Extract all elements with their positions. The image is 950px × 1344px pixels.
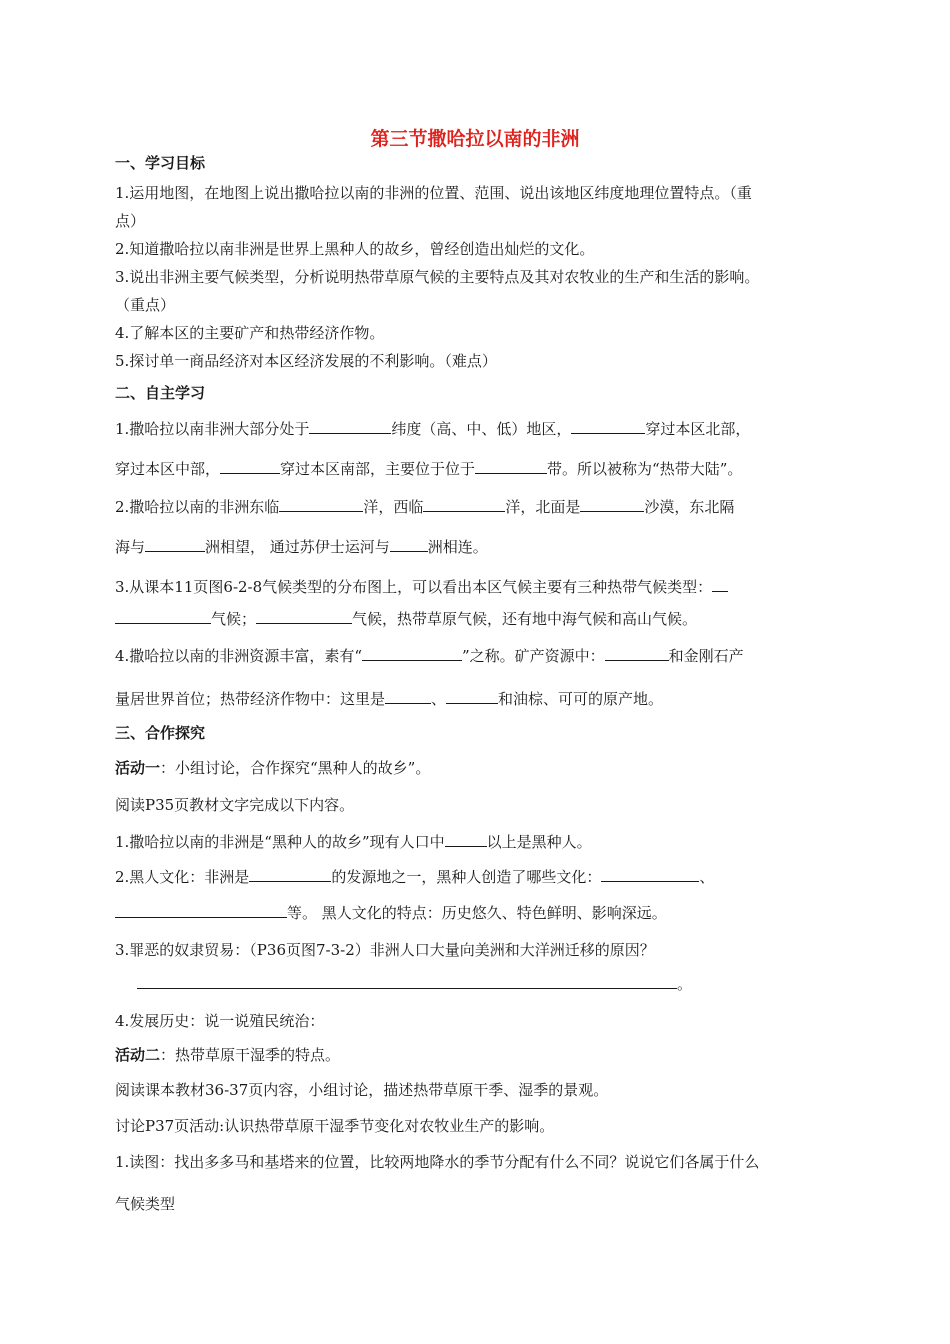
q4-text-a: 4.撒哈拉以南的非洲资源丰富，素有“ xyxy=(115,647,362,665)
c1-text-a: 1.撒哈拉以南的非洲是“黑种人的故乡”现有人口中 xyxy=(115,833,445,851)
q1-text-c: 穿过本区北部， xyxy=(645,420,751,438)
activity-2-label: 活动二 xyxy=(115,1046,161,1064)
fill-blank[interactable] xyxy=(279,496,363,512)
fill-blank[interactable] xyxy=(571,418,645,434)
q1-text-d: 穿过本区中部， xyxy=(115,460,221,478)
map-question-1: 1.读图：找出多多马和基塔来的位置，比较两地降水的季节分配有什么不同？说说它们各属于什么 xyxy=(115,1153,760,1171)
question-3 xyxy=(115,576,845,597)
q4-text-e: 、 xyxy=(431,690,447,708)
goal-5: 5.探讨单一商品经济对本区经济发展的不利影响。（难点） xyxy=(115,352,497,370)
question-1-cont xyxy=(115,458,845,479)
c2-text-c: 、 xyxy=(699,868,715,886)
q2-text-c: 洋，北面是 xyxy=(505,498,581,516)
section-heading-cooperate: 三、合作探究 xyxy=(115,724,206,742)
page-title: 第三节撒哈拉以南的非洲 xyxy=(370,128,580,150)
q1-text-f: 带。所以被称为“热带大陆”。 xyxy=(547,460,743,478)
q3-text-b: 气候； xyxy=(211,610,257,628)
q3-text-a: 3.从课本11页图6-2-8气候类型的分布图上，可以看出本区气候主要有三种热带气候类型： xyxy=(115,578,713,596)
q2-text-g: 洲相连。 xyxy=(427,538,488,556)
goal-1-cont: 点） xyxy=(115,212,146,230)
fill-blank[interactable] xyxy=(580,496,644,512)
q2-text-e: 海与 xyxy=(115,538,146,556)
activity-1-label: 活动一 xyxy=(115,759,161,777)
q1-text-e: 穿过本区南部，主要位于位于 xyxy=(280,460,476,478)
c3-end-mark: 。 xyxy=(677,975,693,993)
fill-blank[interactable] xyxy=(220,458,280,474)
fill-blank[interactable] xyxy=(249,866,331,882)
activity-2 xyxy=(115,1045,845,1065)
section-heading-self-study: 二、自主学习 xyxy=(115,384,206,402)
goal-1: 1.运用地图，在地图上说出撒哈拉以南的非洲的位置、范围、说出该地区纬度地理位置特点。（重 xyxy=(115,184,752,202)
c2-text-a: 2.黑人文化：非洲是 xyxy=(115,868,250,886)
section-heading-goals: 一、学习目标 xyxy=(115,154,206,172)
fill-blank[interactable] xyxy=(385,688,431,704)
question-2 xyxy=(115,496,845,517)
q2-text-f: 洲相望， 通过苏伊士运河与 xyxy=(205,538,390,556)
q4-text-b: ”之称。矿产资源中： xyxy=(461,647,605,665)
c2-text-d: 等。 黑人文化的特点：历史悠久、特色鲜明、影响深远。 xyxy=(287,904,667,922)
c1-text-b: 以上是黑种人。 xyxy=(486,833,592,851)
q2-text-a: 2.撒哈拉以南的非洲东临 xyxy=(115,498,280,516)
q4-text-d: 量居世界首位；热带经济作物中：这里是 xyxy=(115,690,386,708)
goal-3: 3.说出非洲主要气候类型，分析说明热带草原气候的主要特点及其对农牧业的生产和生活的影响。 xyxy=(115,268,760,286)
fill-blank[interactable] xyxy=(309,418,391,434)
coop-question-1 xyxy=(115,831,845,852)
question-1 xyxy=(115,418,845,439)
fill-blank[interactable] xyxy=(475,458,547,474)
q4-text-c: 和金刚石产 xyxy=(668,647,744,665)
discussion-instruction: 讨论P37页活动:认识热带草原干湿季节变化对农牧业生产的影响。 xyxy=(115,1117,555,1135)
fill-blank[interactable] xyxy=(115,902,287,918)
goal-3-cont: （重点） xyxy=(115,296,176,314)
question-3-cont xyxy=(115,608,845,629)
coop-question-3-answer xyxy=(115,973,845,994)
goal-4: 4.了解本区的主要矿产和热带经济作物。 xyxy=(115,324,385,342)
question-2-cont xyxy=(115,536,845,557)
fill-blank[interactable] xyxy=(115,608,211,624)
q1-text-b: 纬度（高、中、低）地区， xyxy=(391,420,572,438)
activity-1 xyxy=(115,758,845,778)
fill-blank[interactable] xyxy=(362,645,462,661)
goal-2: 2.知道撒哈拉以南非洲是世界上黑种人的故乡，曾经创造出灿烂的文化。 xyxy=(115,240,595,258)
q4-text-f: 和油棕、可可的原产地。 xyxy=(498,690,664,708)
q1-text-a: 1.撒哈拉以南非洲大部分处于 xyxy=(115,420,310,438)
fill-blank[interactable] xyxy=(601,866,699,882)
activity-2-text: ：热带草原干湿季的特点。 xyxy=(160,1046,341,1064)
coop-question-2-cont xyxy=(115,902,845,923)
fill-blank[interactable] xyxy=(390,536,428,552)
fill-blank[interactable] xyxy=(145,536,205,552)
question-4 xyxy=(115,645,845,666)
reading-instruction-1: 阅读P35页教材文字完成以下内容。 xyxy=(115,796,355,814)
coop-question-2 xyxy=(115,866,845,887)
fill-blank[interactable] xyxy=(445,831,487,847)
map-question-1-cont: 气候类型 xyxy=(115,1195,176,1213)
fill-blank[interactable] xyxy=(712,576,728,592)
coop-question-4: 4.发展历史：说一说殖民统治： xyxy=(115,1012,325,1030)
q2-text-b: 洋，西临 xyxy=(363,498,424,516)
q2-text-d: 沙漠，东北隔 xyxy=(644,498,735,516)
question-4-cont xyxy=(115,688,845,709)
fill-blank[interactable] xyxy=(423,496,505,512)
reading-instruction-2: 阅读课本教材36-37页内容，小组讨论，描述热带草原干季、湿季的景观。 xyxy=(115,1081,609,1099)
c2-text-b: 的发源地之一，黑种人创造了哪些文化： xyxy=(331,868,602,886)
q3-text-c: 气候，热带草原气候，还有地中海气候和高山气候。 xyxy=(352,610,698,628)
fill-blank[interactable] xyxy=(256,608,352,624)
fill-blank[interactable] xyxy=(605,645,669,661)
answer-line[interactable] xyxy=(137,973,677,989)
coop-question-3: 3.罪恶的奴隶贸易：（P36页图7-3-2）非洲人口大量向美洲和大洋洲迁移的原因？ xyxy=(115,941,655,959)
activity-1-text: ：小组讨论，合作探究“黑种人的故乡”。 xyxy=(160,759,431,777)
fill-blank[interactable] xyxy=(446,688,498,704)
